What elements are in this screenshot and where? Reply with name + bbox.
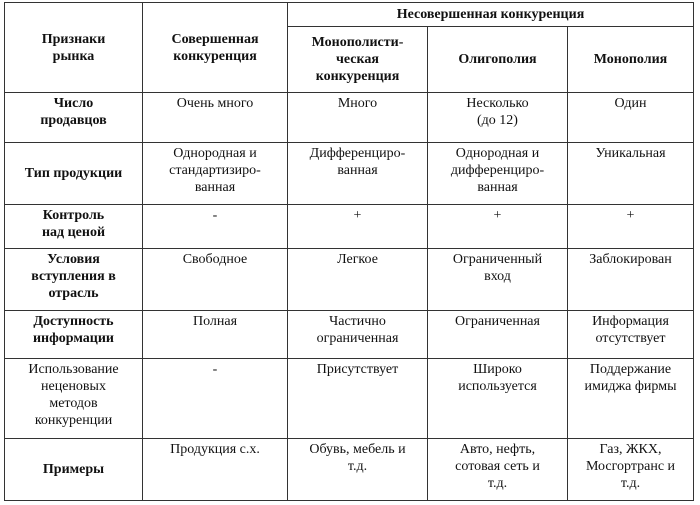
feature-cell: Число продавцов (5, 93, 143, 143)
header-imperfect-competition: Несовершенная конкуренция (288, 3, 694, 27)
perfect-cell: Однородная и стандартизиро- ванная (143, 143, 288, 205)
feature-cell: Доступность информации (5, 311, 143, 359)
monopolistic-cell: Много (288, 93, 428, 143)
perfect-cell: Продукция с.х. (143, 439, 288, 501)
header-perfect-competition: Совершенная конкуренция (143, 3, 288, 93)
perfect-cell: - (143, 359, 288, 439)
oligopoly-cell: Широко используется (428, 359, 568, 439)
monopoly-cell: Заблокирован (568, 249, 694, 311)
oligopoly-cell: Однородная и дифференциро- ванная (428, 143, 568, 205)
monopolistic-cell: Частично ограниченная (288, 311, 428, 359)
table-row (5, 93, 694, 143)
perfect-cell: Очень много (143, 93, 288, 143)
feature-cell: Тип продукции (5, 143, 143, 205)
perfect-cell: Свободное (143, 249, 288, 311)
table-row (5, 359, 694, 439)
monopolistic-cell: + (288, 205, 428, 249)
feature-cell: Контроль над ценой (5, 205, 143, 249)
oligopoly-cell: Ограниченный вход (428, 249, 568, 311)
perfect-cell: - (143, 205, 288, 249)
header-oligopoly: Олигополия (428, 27, 568, 93)
oligopoly-cell: + (428, 205, 568, 249)
header-criteria: Признаки рынка (5, 3, 143, 93)
monopoly-cell: Поддержание имиджа фирмы (568, 359, 694, 439)
feature-cell: Условия вступления в отрасль (5, 249, 143, 311)
header-monopoly: Монополия (568, 27, 694, 93)
oligopoly-cell: Несколько (до 12) (428, 93, 568, 143)
monopoly-cell: Уникальная (568, 143, 694, 205)
monopolistic-cell: Обувь, мебель и т.д. (288, 439, 428, 501)
monopoly-cell: + (568, 205, 694, 249)
table-row (5, 439, 694, 501)
oligopoly-cell: Авто, нефть, сотовая сеть и т.д. (428, 439, 568, 501)
monopolistic-cell: Присутствует (288, 359, 428, 439)
market-structures-table (4, 2, 694, 501)
table-row (5, 249, 694, 311)
feature-cell: Примеры (5, 439, 143, 501)
perfect-cell: Полная (143, 311, 288, 359)
feature-cell: Использование неценовых методов конкуренции (5, 359, 143, 439)
monopolistic-cell: Легкое (288, 249, 428, 311)
table-row (5, 205, 694, 249)
table-row (5, 143, 694, 205)
header-monopolistic-competition: Монополисти- ческая конкуренция (288, 27, 428, 93)
monopoly-cell: Газ, ЖКХ, Мосгортранс и т.д. (568, 439, 694, 501)
header-row-top (5, 3, 694, 27)
monopoly-cell: Один (568, 93, 694, 143)
oligopoly-cell: Ограниченная (428, 311, 568, 359)
monopolistic-cell: Дифференциро- ванная (288, 143, 428, 205)
table-row (5, 311, 694, 359)
monopoly-cell: Информация отсутствует (568, 311, 694, 359)
